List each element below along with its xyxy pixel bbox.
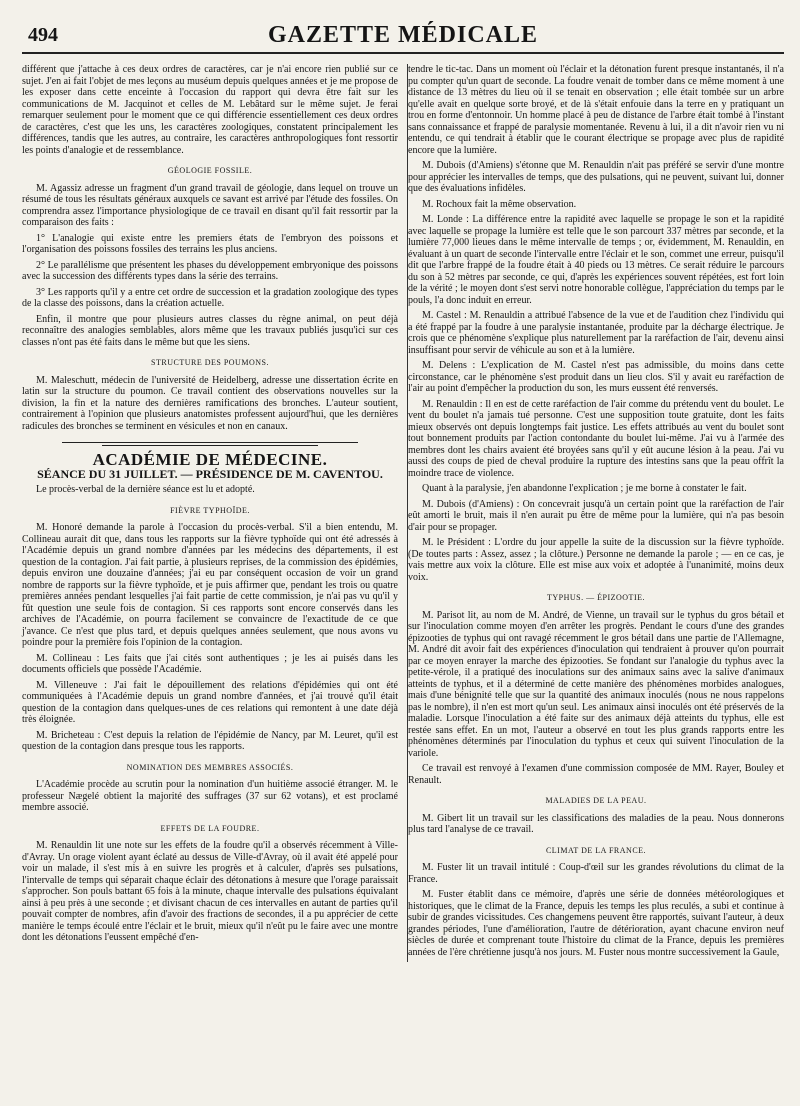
separator-rule (102, 445, 318, 446)
section-heading: TYPHUS. — ÉPIZOOTIE. (547, 593, 645, 602)
session-heading: SÉANCE DU 31 JUILLET. — PRÉSIDENCE DE M. CAVENTOU. (37, 466, 383, 481)
paragraph: M. Renauldin : Il en est de cette raréfaction de l'air comme du prétendu vent du boulet. Le vent du boulet n'a jamais tué personne. C'est une supposition toute gratuite, dont les faits mieux observés ont depuis longtemps fait justice. Les effets attribués au vent du boulet sont tout bonnement produits par l'action contondante du boulet lui-même. J'ai vu à l'armée des membres dont les chairs avaient été broyées sans qu'il y eût aucune lésion à la peau. J'ai vu aussi des coups de pied de cheval produire la rupture des intestins sans que la peau offrît la moindre trace de violence. (408, 398, 784, 479)
paragraph: tendre le tic-tac. Dans un moment où l'éclair et la détonation furent presque instantanés, il n'a pu compter qu'un quart de seconde. La foudre venait de tomber dans ce même moment à une distance de 13 mètres du lieu où il se tenait en observation ; elle était tombée sur un arbre qu'elle avait en quelque sorte broyé, et de là s'était enfouie dans la terre en y pratiquant un trou en forme d'entonnoir. Un homme placé à peu de distance de l'arbre était tombé à l'instant sans connaissance et frappé de paralysie momentanée. Revenu à lui, il a dit n'avoir rien vu ni entendu, ce qui tendrait à établir que le courant électrique se propage avec plus de rapidité encore que la lumière. (408, 64, 784, 156)
paragraph: différent que j'attache à ces deux ordres de caractères, car je n'ai encore rien publié sur ce sujet. J'en ai fait l'objet de mes leçons au muséum depuis quelques années et je me propose de les exposer dans cette enceinte à l'occasion du rapport qui devra être fait sur les communications de M. Jacquinot et celles de M. Lebâtard sur le même sujet. Je ferai remarquer seulement pour le moment que ce qui différencie essentiellement ces deux ordres de caractères, c'est que les uns, les caractères zoologiques, constatent principalement les différences, tandis que les autres, au contraire, les caractères anthropologiques font ressortir les points d'analogie et de ressemblance. (22, 64, 398, 156)
right-column (408, 64, 784, 962)
page-header (22, 10, 784, 54)
section-heading: MALADIES DE LA PEAU. (545, 796, 647, 805)
paragraph: Enfin, il montre que pour plusieurs autres classes du règne animal, on peut déjà reconnaître des analogies semblables, alors même que les travaux publiés jusqu'ici sur ces classes n'ont pas été faits dans le même but que les siens. (22, 313, 398, 348)
column-divider (407, 64, 408, 962)
paragraph: M. Parisot lit, au nom de M. André, de Vienne, un travail sur le typhus du gros bétail et sur l'inoculation comme moyen d'en arrêter les progrès. Pendant le cours d'une des grandes épizooties de typhus qui ont ravagé récemment le gros bétail dans une partie de l'Allemagne, M. André dit avoir fait des expériences d'inoculation qui tendraient à prouver qu'on pourrait par ce moyen enrayer la marche des épizooties. Se fondant sur l'analogie du typhus avec la petite-vérole, il a pratiqué des inoculations sur des animaux sains avec la salive d'animaux atteints de typhus, et il a déterminé de cette manière des phénomènes morbides analogues, mais d'une bénignité telle que sur la quantité des animaux inoculés (nous ne nous rappelons pas le nombre), il n'en est mort qu'un seul. Les animaux ainsi inoculés ont été préservés de la maladie. Lorsque l'inoculation a été faite sur des animaux déjà atteints du typhus, elle est restée sans effet. En un mot, l'auteur a observé en tout les plus grands rapports entre les phénomènes déterminés par l'inoculation du typhus et ceux qui suivent l'inoculation de la variole. (408, 609, 784, 759)
paragraph: M. Delens : L'explication de M. Castel n'est pas admissible, du moins dans cette circonstance, car le phénomène s'est produit dans un lieu clos. S'il y avait eu raréfaction de l'air au point d'empêcher la production du son, les murs eussent été renversés. (408, 360, 784, 394)
paragraph: M. Rochoux fait la même observation. (422, 198, 577, 210)
paragraph: M. Honoré demande la parole à l'occasion du procès-verbal. S'il a bien entendu, M. Collineau aurait dit que, dans tous les rapports sur la fièvre typhoïde qui ont été adressés à l'Académie depuis un grand nombre d'années par les médecins des départements, il est question de la contagion. J'ai fait partie, à plusieurs reprises, de la commission des épidémies, depuis environ une douzaine d'années; j'ai eu par conséquent occasion de voir un grand nombre de rapports sur la fièvre typhoïde, et je puis affirmer que, pendant les trois ou quatre premières années pendant lesquelles j'ai fait partie de cette commission, je n'ai pas vu qu'il y fût question une seule fois de contagion. Si ces rapports sont encore conservés dans les archives de l'Académie, on pourra facilement se convaincre de l'exactitude de ce que j'avance. Ce n'est que plus tard, et depuis quelques années seulement, que nous avons vu poindre pour la première fois l'opinion de la contagion. (22, 522, 398, 648)
section-heading: STRUCTURE DES POUMONS. (151, 358, 269, 367)
paragraph: M. Villeneuve : J'ai fait le dépouillement des relations d'épidémies qui ont été communiquées à l'Académie depuis un grand nombre d'années, et j'ai trouvé qu'il était question de la contagion dans quelques-unes de ces relations qui remontent à une date déjà très éloignée. (22, 679, 398, 725)
paragraph: M. Gibert lit un travail sur les classifications des maladies de la peau. Nous donnerons plus tard l'analyse de ce travail. (408, 812, 784, 835)
academy-title: ACADÉMIE DE MÉDECINE. (92, 450, 328, 469)
section-heading: GÉOLOGIE FOSSILE. (167, 166, 253, 175)
left-column (22, 64, 398, 962)
page-number: 494 (28, 24, 58, 46)
section-heading: FIÈVRE TYPHOÏDE. (170, 505, 250, 515)
separator-rule (62, 442, 358, 443)
paragraph: M. le Président : L'ordre du jour appelle la suite de la discussion sur la fièvre typhoïde. (De toutes parts : Assez, assez ; la clôture.) Personne ne demande la parole ; — en ce cas, je vais mettre aux voix la clôture. Elle est mise aux voix et adoptée à l'unanimité, moins deux voix. (408, 537, 784, 583)
paragraph: M. Bricheteau : C'est depuis la relation de l'épidémie de Nancy, par M. Leuret, qu'il est question de la contagion dans presque tous les rapports. (22, 729, 398, 752)
paragraph: L'Académie procède au scrutin pour la nomination d'un huitième associé étranger. M. le professeur Nægelé obtient la majorité des suffrages (37 sur 62 votans), et est proclamé membre associé. (22, 779, 398, 813)
paragraph: Le procès-verbal de la dernière séance est lu et adopté. (36, 484, 255, 495)
paragraph: M. Agassiz adresse un fragment d'un grand travail de géologie, dans lequel on trouve un résumé de tous les résultats généraux auxquels ce savant est arrivé par l'étude des fossiles. On comprendra assez l'importance physiologique de ce travail en disant qu'il fait ressortir par la comparaison des faits : (22, 182, 398, 228)
section-heading: EFFETS DE LA FOUDRE. (160, 823, 260, 833)
two-column-body (22, 64, 784, 962)
paragraph: M. Maleschutt, médecin de l'université de Heidelberg, adresse une dissertation écrite en latin sur la structure du poumon. Ce travail contient des observations nouvelles sur la division, la fin et la nature des dernières ramifications des bronches. L'auteur soutient, contrairement à l'opinion que plusieurs anatomistes professent aujourd'hui, que les dernières radicules des bronches se terminent en vésicules et non en canaux. (22, 374, 398, 432)
paragraph: M. Fuster lit un travail intitulé : Coup-d'œil sur les grandes révolutions du climat de la France. (408, 862, 784, 885)
paragraph: 2° Le parallélisme que présentent les phases du développement embryonique des poissons avec la succession des différents types dans la série des terrains. (22, 259, 398, 282)
paragraph: M. Castel : M. Renauldin a attribué l'absence de la vue et de l'audition chez l'individu qui a été frappé par la foudre à une paralysie instantanée, produite par la décharge électrique. Je crois que ce phénomène s'explique plus naturellement par la raréfaction de l'air, devenu ainsi insuffisant pour servir de véhicule au son et à la lumière. (408, 310, 784, 356)
paragraph: M. Fuster établit dans ce mémoire, d'après une série de données météorologiques et historiques, que le climat de la France, depuis les temps les plus reculés, a subi et continue à subir de grandes vicissitudes. Ces changemens peuvent être rapportés, suivant l'auteur, à deux grandes périodes, l'une d'amélioration, l'autre de détérioration, ayant chacune environ neuf siècles de durée et comprenant toute l'histoire du climat de la France, depuis les premières années de l'ère chrétienne jusqu'à nos jours. M. Fuster nous montre successivement la Gaule, (408, 889, 784, 958)
publication-title: GAZETTE MÉDICALE (267, 22, 539, 48)
paragraph: 1° L'analogie qui existe entre les premiers états de l'embryon des poissons et l'organisation des poissons fossiles des terrains les plus anciens. (22, 232, 398, 255)
paragraph: Ce travail est renvoyé à l'examen d'une commission composée de MM. Rayer, Bouley et Renault. (408, 763, 784, 786)
section-heading: NOMINATION DES MEMBRES ASSOCIÉS. (126, 762, 294, 772)
paragraph: Quant à la paralysie, j'en abandonne l'explication ; je me borne à constater le fait. (422, 483, 747, 494)
paragraph: 3° Les rapports qu'il y a entre cet ordre de succession et la gradation zoologique des types de la classe des poissons, dans la création actuelle. (22, 286, 398, 309)
paragraph: M. Renauldin lit une note sur les effets de la foudre qu'il a observés récemment à Ville-d'Avray. Un orage violent ayant éclaté au dessus de Ville-d'Avray, où il avait été appelé pour voir un malade, il s'est mis à en suivre les progrès et à calculer, d'après ses pulsations, l'intervalle de temps qui séparait chaque éclair des détonations à mesure que l'orage paraissait s'approcher. Son pouls battant 65 fois à la minute, chaque intervalle des pulsations équivalant ainsi à peu près à une seconde ; et divisant chacun de ces intervalles en autant de parties qu'il pouvait compter de nombres, afin d'avoir des fractions de secondes, il a pu apprécier de cette manière le temps écoulé entre l'éclair et le bruit, mieux qu'il n'eût pu le faire avec une montre dont les détonations l'eussent empêché d'en- (22, 840, 398, 943)
paragraph: M. Collineau : Les faits que j'ai cités sont authentiques ; je les ai puisés dans les documents officiels que possède l'Académie. (22, 652, 398, 675)
paragraph: M. Dubois (d'Amiens) s'étonne que M. Renauldin n'ait pas préféré se servir d'une montre pour apprécier les intervalles de temps, que des pulsations, qui ne peuvent, suivant lui, donner que des évaluations infidèles. (408, 160, 785, 194)
paragraph: M. Dubois (d'Amiens) : On concevrait jusqu'à un certain point que la raréfaction de l'air eût amorti le bruit, mais il n'en aurait pu être de même pour la lumière, qui n'a pas besoin d'air pour se propager. (408, 498, 784, 533)
section-heading: CLIMAT DE LA FRANCE. (545, 845, 647, 855)
paragraph: M. Londe : La différence entre la rapidité avec laquelle se propage le son et la rapidité avec laquelle se propage la lumière est telle que le son parcourt 337 mètres par seconde, et la lumière 77,000 lieues dans le même intervalle de temps ; or, évidemment, M. Renauldin, en évaluant à un quart de seconde l'intervalle entre l'éclair et le son, commet une erreur, puisqu'il dit que l'arbre frappé de la foudre était à 40 pieds ou 13 mètres. Ce serait réduire le parcours du son à 52 mètres par seconde, ce qui, d'après les expériences souvent répétées, est fort loin de la vérité ; le moyen dont s'est servi notre honorable collègue, l'appréciation du temps par le pouls, l'a donc induit en erreur. (408, 214, 784, 306)
